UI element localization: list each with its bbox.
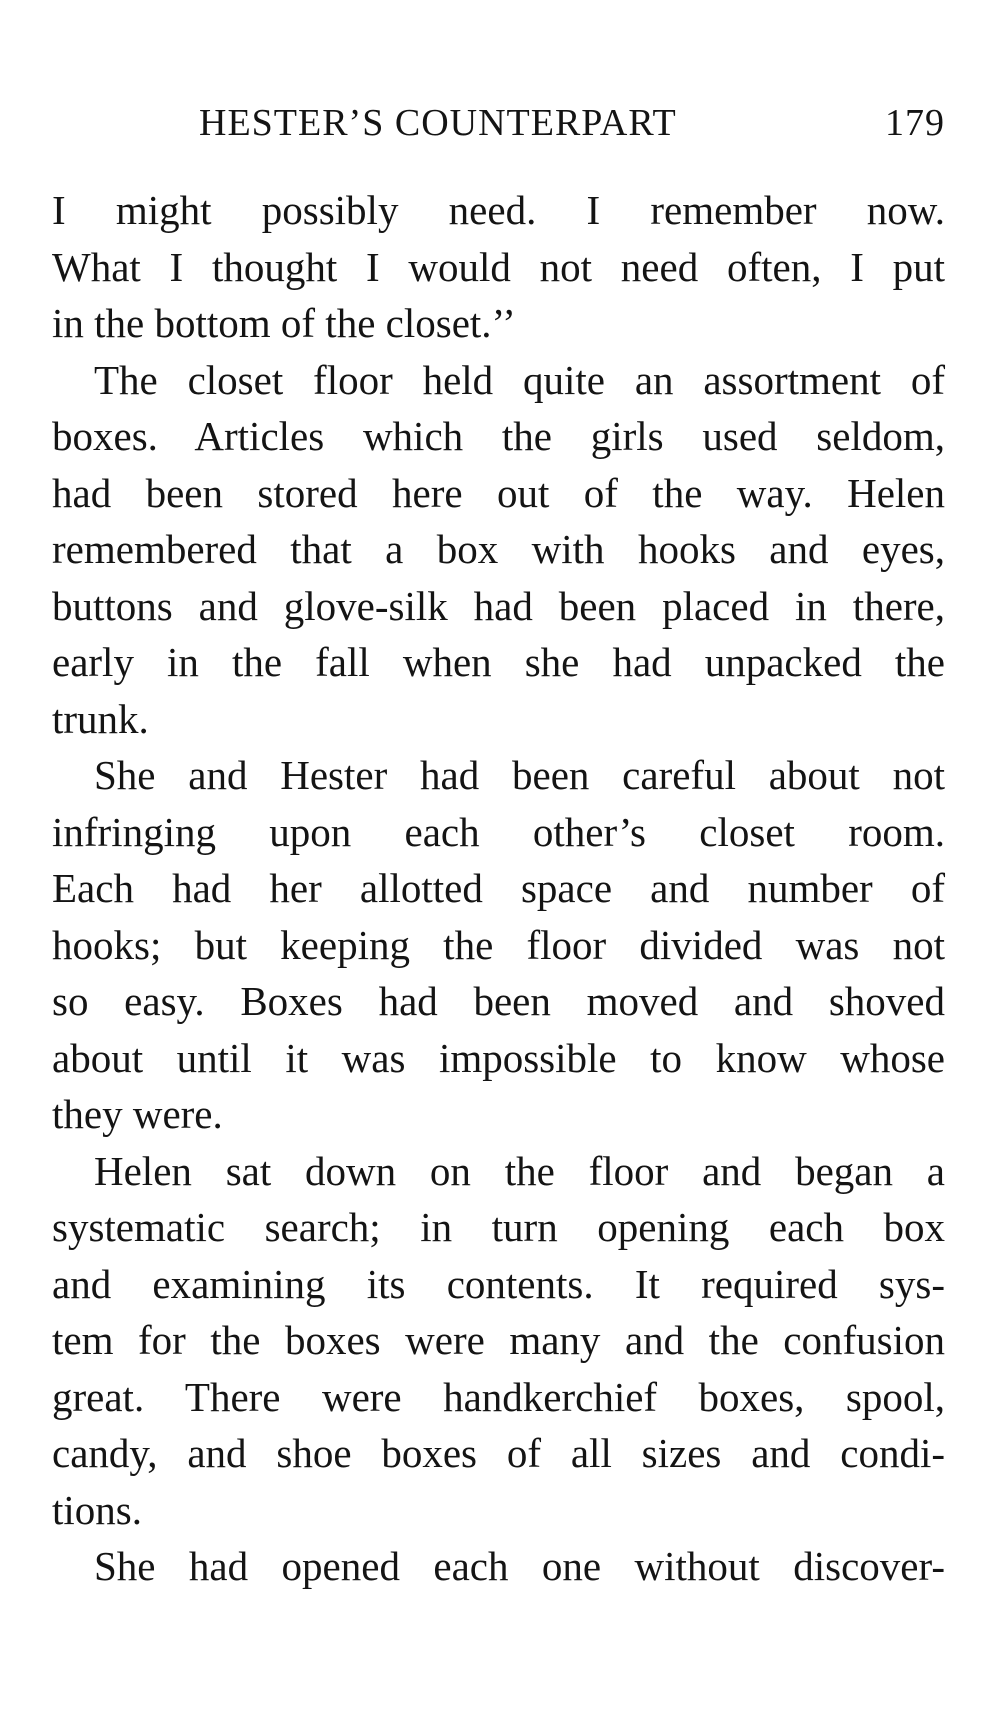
text-line: Each had her allotted space and number of [52,865,945,911]
text-line: early in the fall when she had unpacked the [52,639,945,685]
text-line: systematic search; in turn opening each box [52,1204,945,1250]
text-line: tions. [52,1486,142,1533]
running-title: HESTER’S COUNTERPART [199,102,677,144]
text-line: they were. [52,1091,223,1137]
body-text [52,182,945,1595]
text-line: had been stored here out of the way. Helen [52,469,945,516]
text-line: boxes. Articles which the girls used seldom, [52,413,945,459]
text-line: candy, and shoe boxes of all sizes and condi- [52,1430,945,1476]
text-line: and examining its contents. It required sys- [52,1260,945,1307]
text-line: so easy. Boxes had been moved and shoved [52,978,945,1024]
text-line: The closet floor held quite an assortment of [94,356,945,403]
text-line: in the bottom of the closet.’’ [52,300,516,346]
text-line: She and Hester had been careful about not [94,752,945,798]
text-line: infringing upon each other’s closet room. [52,808,945,855]
text-line: hooks; but keeping the floor divided was not [52,921,945,968]
text-line: I might possibly need. I remember now. [52,187,945,233]
text-line: about until it was impossible to know whose [52,1034,945,1081]
text-line: great. There were handkerchief boxes, spool, [52,1373,945,1420]
page-number: 179 [885,102,945,144]
text-line: What I thought I would not need often, I put [52,243,945,290]
text-line: Helen sat down on the floor and began a [94,1147,945,1194]
text-line: She had opened each one without discover- [94,1543,945,1589]
text-line: buttons and glove-silk had been placed in there, [52,582,945,629]
running-head [52,98,945,148]
text-line: trunk. [52,695,149,742]
text-line: remembered that a box with hooks and eyes, [52,526,945,572]
text-line: tem for the boxes were many and the confusion [52,1317,945,1363]
